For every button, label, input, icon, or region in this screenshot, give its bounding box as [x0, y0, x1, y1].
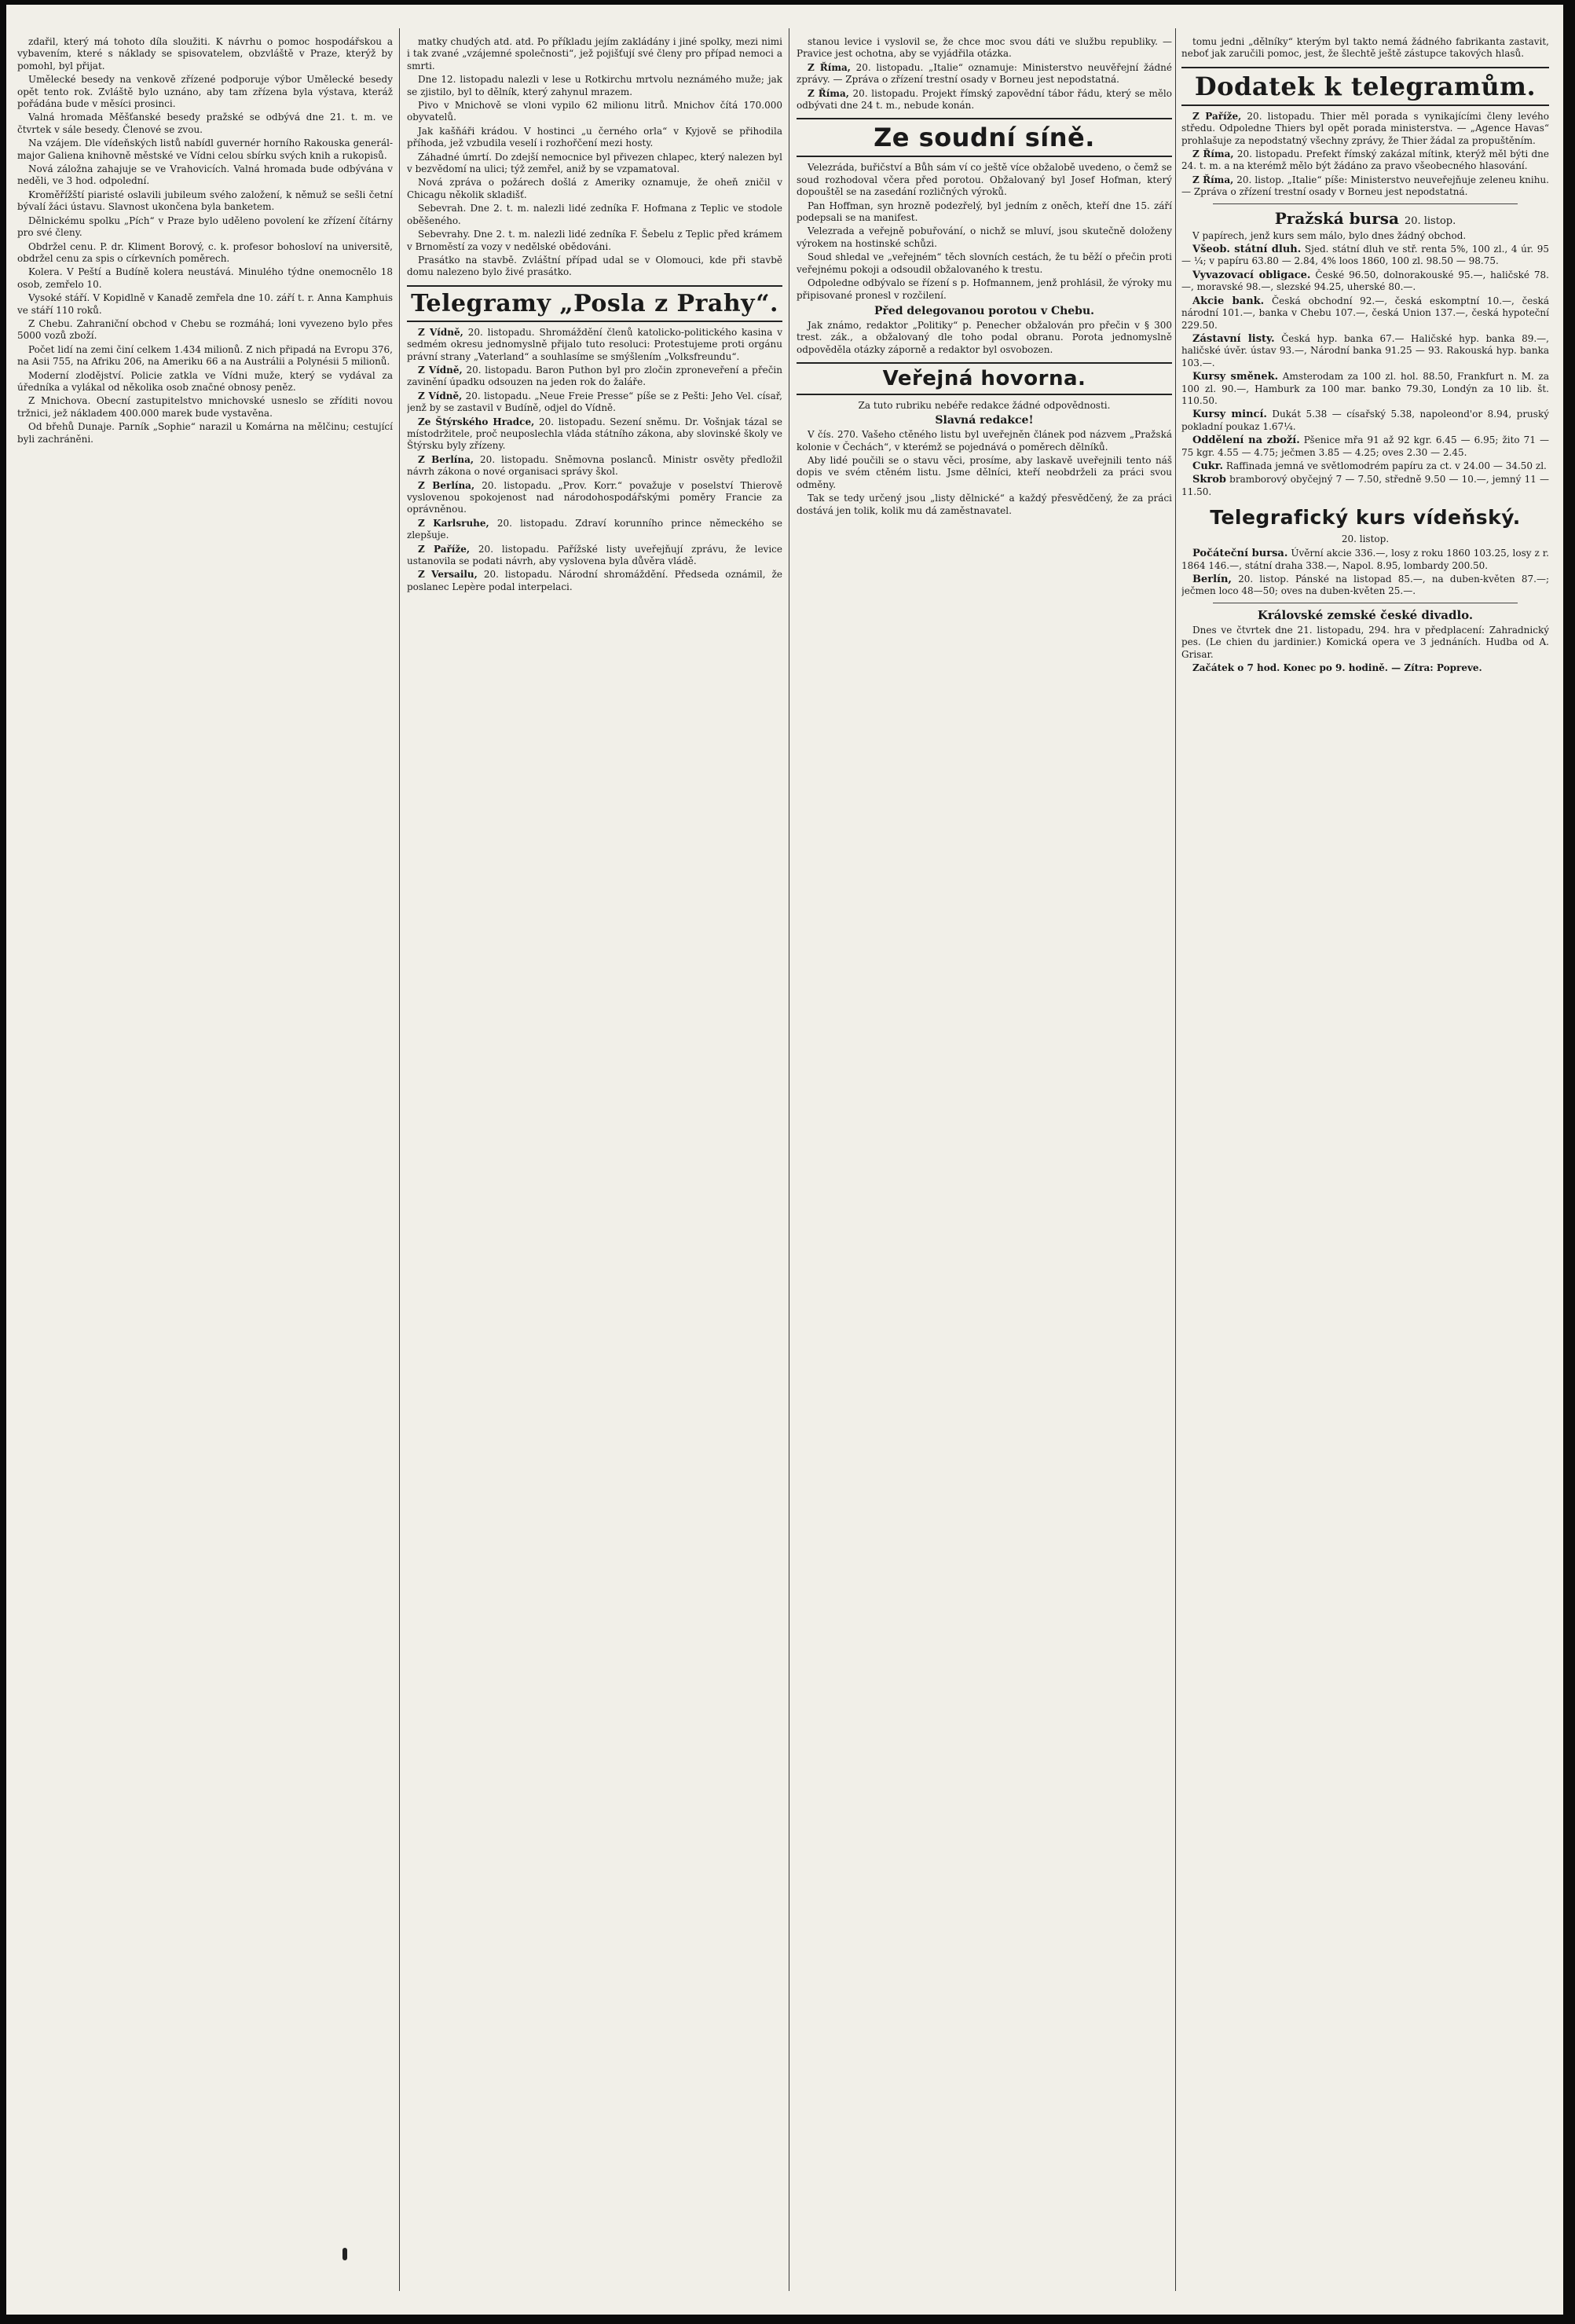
forum-paragraph: Aby lidé poučili se o stavu věci, prosíme, aby laskavě uveřejnili tento náš dopis ve svém ctěném listu. Jsme dělníci, kteří neobdrželi za práci svou odměny.	[797, 454, 1172, 490]
telegram-text: 20. listopadu. „Prov. Korr.“ považuje v poselství Thierově vyslovenou spokojenost nad národohospodářskými poměry Francie za oprávněnou.	[407, 479, 782, 515]
telegram-item	[1181, 111, 1549, 147]
news-paragraph: Kroměřížští piaristé oslavili jubileum svého založení, k němuž se sešli četní bývalí žáci ústavu. Slavnost ukončena byla banketem.	[17, 189, 393, 213]
telegram-item	[407, 480, 782, 516]
court-paragraph: Pan Hoffman, syn hrozně podezřelý, byl jedním z oněch, kteří dne 15. září podepsali se na manifest.	[797, 200, 1172, 224]
news-paragraph: Kolera. V Peští a Budíně kolera neustává. Minulého týdne onemocnělo 18 osob, zemřelo 10.	[17, 266, 393, 290]
vienna-item-text: 20. listop. Pánské na listopad 85.—, na duben-květen 87.—; ječmen loco 48—50; oves na duben-květen 25.—.	[1181, 574, 1549, 597]
column-1	[17, 36, 393, 2283]
news-paragraph: Dělnickému spolku „Pích“ v Praze bylo uděleno povolení ke zřízení čítárny pro své členy.	[17, 214, 393, 239]
telegram-place: Z Berlína,	[418, 479, 475, 491]
burse-section-text: České 96.50, dolnorakouské 95.—, haličské 78.—, moravské 98.—, slezské 94.25, uherské 80.—.	[1181, 269, 1549, 293]
theatre-footer: Začátek o 7 hod. Konec po 9. hodině. — Zítra: Popreve.	[1192, 662, 1482, 674]
burse-section-title: Kursy směnek.	[1192, 371, 1279, 383]
news-paragraph: Valná hromada Měšťanské besedy pražské se odbývá dne 21. t. m. ve čtvrtek v sále besedy. Členové se zvou.	[17, 112, 393, 135]
burse-section	[1181, 409, 1549, 433]
theatre-text: Dnes ve čtvrtek dne 21. listopadu, 294. hra v předplacení: Zahradnický pes. (Le chien du jardinier.) Komická opera ve 3 jednáních. Hudba od A. Grisar.	[1181, 624, 1549, 660]
court-paragraph: Velezráda, buřičství a Bůh sám ví co ještě více obžalobě uvedeno, o čemž se soud rozhodoval včera před porotou. Obžalovaný byl Josef Hofman, který dopouštěl se na zasedání rozličných výroků.	[797, 162, 1172, 198]
newspaper-page	[6, 5, 1563, 2315]
telegram-item	[407, 544, 782, 568]
burse-section	[1181, 474, 1549, 498]
telegram-text: 20. listopadu. Thier měl porada s vynikajícími členy levého středu. Odpoledne Thiers byl opět porada ministerstva. — „Agence Havas“ prohlašuje za nepodstatný všechny zprávy, že Thier žádal za propuštěním.	[1181, 110, 1549, 146]
news-paragraph: Z Chebu. Zahraniční obchod v Chebu se rozmáhá; loni vyvezeno bylo přes 5000 vozů zboží.	[17, 317, 393, 342]
burse-section	[1181, 333, 1549, 369]
telegram-text: 20. listopadu. Zdraví korunního prince německého se zlepšuje.	[407, 517, 782, 541]
telegram-item	[407, 454, 782, 478]
telegram-text: 20. listopadu. Pařížské listy uveřejňují zprávu, že levice ustanovila se podati návrh, aby vyslovena byla důvěra vládě.	[407, 543, 782, 567]
telegram-place: Z Paříže,	[418, 543, 471, 555]
burse-header	[1181, 209, 1549, 228]
burse-section	[1181, 295, 1549, 332]
news-paragraph: Obdržel cenu. P. dr. Kliment Borový, c. k. profesor bohosloví na universitě, obdržel cenu za spis o církevních poměrech.	[17, 240, 393, 264]
vienna-item	[1181, 574, 1549, 598]
news-paragraph: Záhadné úmrtí. Do zdejší nemocnice byl přivezen chlapec, který nalezen byl v bezvědomí na ulici; týž zemřel, aniž by se vzpamatoval.	[407, 151, 782, 175]
telegram-text: 20. listopadu. Sněmovna poslanců. Ministr osvěty předložil návrh zákona o nové organisaci správy škol.	[407, 453, 782, 478]
telegram-text: 20. listopadu. Shromáždění členů katolicko-politického kasina v sedmém okresu jednomyslně přijalo tuto resoluci: Protestujeme proti orgánu právní strany „Vaterland“ a souhlasíme se smýšlením „Volksfreundu“.	[407, 326, 782, 362]
burse-section-text: Dukát 5.38 — císařský 5.38, napoleond'or 8.94, pruský pokladní poukaz 1.67¼.	[1181, 409, 1549, 432]
burse-section	[1181, 371, 1549, 407]
column-rule	[1175, 28, 1176, 2291]
news-paragraph: Nová zpráva o požárech došlá z Ameriky oznamuje, že oheň zničil v Chicagu několik skladišť.	[407, 177, 782, 200]
column-3	[797, 36, 1172, 2283]
burse-section-text: Česká hyp. banka 67.— Haličské hyp. banka 89.—, haličské úvěr. ústav 93.—, Národní banka 91.25 — 93. Rakouská hyp. banka 103.—.	[1181, 332, 1549, 368]
forum-disclaimer: Za tuto rubriku nebéře redakce žádné odpovědnosti.	[858, 400, 1111, 412]
news-paragraph: tomu jedni „dělníky“ kterým byl takto nemá žádného fabrikanta zastavit, neboť jak zaručili pomoc, jest, že šlechtě ještě zástupce takových hlasů.	[1181, 36, 1549, 60]
telegram-text: 20. listopadu. Sezení sněmu. Dr. Vošnjak tázal se místodržitele, proč neuposlechla vláda státního zákona, aby slovinské školy ve Štýrsku byly zřízeny.	[407, 416, 782, 452]
news-paragraph: Jak kašňáři krádou. V hostinci „u černého orla“ v Kyjově se přihodila příhoda, jež vzbudila veselí i rozhořčení mezi hosty.	[407, 125, 782, 149]
burse-section-title: Všeob. státní dluh.	[1192, 244, 1302, 256]
telegram-text: 20. listopadu. Projekt římský zapovědní tábor řádu, který se mělo odbývati dne 24 t. m., nebude konán.	[797, 87, 1172, 112]
burse-section	[1181, 434, 1549, 459]
telegram-item	[407, 390, 782, 415]
telegram-place: Z Berlína,	[418, 453, 474, 465]
forum-salutation: Slavná redakce!	[935, 414, 1034, 427]
telegram-place: Z Karlsruhe,	[418, 517, 489, 529]
burse-section-title: Zástavní listy.	[1192, 332, 1275, 345]
telegram-place: Z Vídně,	[418, 364, 463, 376]
burse-section-text: bramborový obyčejný 7 — 7.50, středně 9.50 — 10.—, jemný 11 — 11.50.	[1181, 474, 1549, 497]
news-paragraph: Vysoké stáří. V Kopidlně v Kanadě zemřela dne 10. září t. r. Anna Kamphuis ve stáří 110 roků.	[17, 292, 393, 316]
ink-mark	[342, 2248, 347, 2260]
cheb-court-header: Před delegovanou porotou v Chebu.	[874, 304, 1095, 317]
telegram-text: 20. listopadu. „Italie“ oznamuje: Ministerstvo neuvěřejní žádné zprávy. — Zpráva o zřízení trestní osady v Borneu jest nepodstatná.	[797, 61, 1172, 86]
burse-section-text: Raffinada jemná ve světlomodrém papíru za ct. v 24.00 — 34.50 zl.	[1225, 460, 1547, 471]
burse-section-text: Amsterodam za 100 zl. hol. 88.50, Frankfurt n. M. za 100 zl. 90.—, Hamburk za 100 mar. banko 79.30, Londýn za 10 lib. št. 110.50.	[1181, 371, 1549, 406]
telegram-item	[797, 62, 1172, 86]
telegram-item	[1181, 148, 1549, 173]
column-4	[1181, 36, 1549, 2283]
news-paragraph: Z Mnichova. Obecní zastupitelstvo mnichovské usneslo se zříditi novou tržnici, jež nákladem 400.000 marek bude vystavěna.	[17, 395, 393, 419]
burse-section-title: Cukr.	[1192, 460, 1223, 472]
burse-section-title: Akcie bank.	[1192, 295, 1265, 307]
column-2	[407, 36, 782, 2283]
column-rule	[399, 28, 400, 2291]
court-paragraph: Jak známo, redaktor „Politiky“ p. Penecher obžalován pro přečin v § 300 trest. zák., a obžalovaný dle toho podal obranu. Porota jednomyslně odpověděla otázky záporně a redaktor byl osvobozen.	[797, 319, 1172, 355]
vienna-date: 20. listop.	[1341, 533, 1390, 545]
burse-section-text: Pšenice mřa 91 až 92 kgr. 6.45 — 6.95; žito 71 — 75 kgr. 4.55 — 4.75; ječmen 3.85 — 4.25; oves 2.30 — 2.45.	[1181, 434, 1549, 458]
vienna-item	[1181, 548, 1549, 572]
telegrams-header: Telegramy „Posla z Prahy“.	[407, 285, 782, 322]
news-paragraph: Pivo v Mnichově se vloni vypilo 62 milionu litrů. Mnichov čítá 170.000 obyvatelů.	[407, 100, 782, 123]
court-paragraph: Soud shledal ve „veřejném“ těch slovních cestách, že tu běží o přečin proti veřejnému pokoji a odsoudil obžalovaného k trestu.	[797, 251, 1172, 275]
burse-section-title: Vyvazovací obligace.	[1192, 269, 1311, 281]
news-paragraph: Dne 12. listopadu nalezli v lese u Rotkirchu mrtvolu neznámého muže; jak se zjistilo, byl to dělník, který zahynul mrazem.	[407, 74, 782, 97]
telegram-place: Z Říma,	[808, 87, 849, 99]
forum-header: Veřejná hovorna.	[797, 362, 1172, 395]
burse-title: Pražská bursa	[1274, 208, 1399, 228]
telegram-text: 20. listopadu. Národní shromáždění. Předseda oznámil, že poslanec Lepère podal interpelaci.	[407, 569, 782, 592]
news-paragraph: Nová záložna zahajuje se ve Vrahovicích. Valná hromada bude odbývána v neděli, ve 3 hod. odpolední.	[17, 163, 393, 187]
forum-paragraph: V čís. 270. Vašeho ctěného listu byl uveřejněn článek pod názvem „Pražská kolonie v Čechách“, v kterémž se pojednává o poměrech dělníků.	[797, 429, 1172, 453]
telegram-text: 20. listopadu. Baron Puthon byl pro zločin zproneveření a přečin zavinění úpadku odsouzen na jeden rok do žaláře.	[407, 364, 782, 388]
news-paragraph: matky chudých atd. atd. Po příkladu jejím zakládány i jiné spolky, mezi nimi i tak zvané „vzájemné společnosti“, jež pojišťují své členy pro případ nemoci a smrti.	[407, 36, 782, 71]
news-paragraph: stanou levice i vyslovil se, že chce moc svou dáti ve službu republiky. — Pravice jest ochotna, aby se vyjádřila otázka.	[797, 36, 1172, 60]
telegram-text: 20. listopadu. „Neue Freie Presse“ píše se z Pešti: Jeho Vel. císař, jenž by se zastavil v Budíně, odjel do Vídně.	[407, 390, 782, 414]
vienna-item-title: Počáteční bursa.	[1192, 548, 1288, 560]
news-paragraph: zdařil, který má tohoto díla sloužiti. K návrhu o pomoc hospodářskou a vybavením, které s náklady se spisovatelem, obzvláště v Praze, kterýž by pomohl, byl přijat.	[17, 36, 393, 71]
telegram-item	[407, 365, 782, 389]
dodatek-header: Dodatek k telegramům.	[1181, 67, 1549, 106]
forum-paragraph: Tak se tedy určený jsou „listy dělnické“ a každý přesvědčený, že za práci dostává jen tolik, kolik mu dá zaměstnavatel.	[797, 493, 1172, 516]
telegram-item	[407, 327, 782, 363]
theatre-header: Královské zemské české divadlo.	[1257, 607, 1474, 622]
telegram-item	[407, 569, 782, 593]
vienna-header: Telegrafický kurs vídeňský.	[1210, 506, 1521, 530]
divider	[1213, 203, 1518, 204]
burse-section	[1181, 269, 1549, 294]
court-header: Ze soudní síně.	[797, 118, 1172, 157]
telegram-place: Z Versailu,	[418, 569, 478, 581]
news-paragraph: Prasátko na stavbě. Zvláštní případ udal se v Olomouci, kde při stavbě domu nalezeno bylo živé prasátko.	[407, 254, 782, 278]
burse-section-text: Sjed. státní dluh ve stř. renta 5%, 100 zl., 4 úr. 95 — ¼; v papíru 63.80 — 2.84, 4% loos 1860, 100 zl. 98.50 — 98.75.	[1181, 244, 1549, 267]
news-paragraph: Počet lidí na zemi činí celkem 1.434 milionů. Z nich připadá na Evropu 376, na Asii 755, na Afriku 206, na Ameriku 66 a na Austrálii a Polynésii 5 milionů.	[17, 343, 393, 368]
burse-section-title: Oddělení na zboží.	[1192, 434, 1300, 447]
telegram-place: Z Říma,	[1192, 174, 1234, 185]
news-paragraph: Na vzájem. Dle vídeňských listů nabídl guvernér horního Rakouska generál-major Galiena knihovně městské ve Vídni celou sbírku svých knih a rukopisů.	[17, 137, 393, 161]
telegram-place: Z Vídně,	[418, 326, 463, 338]
vienna-item-title: Berlín,	[1192, 574, 1232, 585]
burse-section-title: Skrob	[1192, 474, 1227, 486]
telegram-item	[797, 88, 1172, 112]
court-paragraph: Velezrada a veřejně pobuřování, o nichž se mluví, jsou skutečně doloženy výrokem na hostinské schůzi.	[797, 225, 1172, 249]
telegram-place: Z Paříže,	[1192, 110, 1242, 122]
news-paragraph: Umělecké besedy na venkově zřízené podporuje výbor Umělecké besedy opět tento rok. Zvláště bylo uznáno, aby tam zřízena byla výstava, kteráž pořádána bude v měsíci prosinci.	[17, 74, 393, 110]
telegram-place: Z Říma,	[1192, 148, 1234, 160]
vienna-item-text: Úvěrní akcie 336.—, losy z roku 1860 103.25, losy z r. 1864 146.—, státní draha 338.—, Napol. 8.95, lombardy 200.50.	[1181, 548, 1549, 571]
telegram-text: 20. listopadu. Prefekt římský zakázal mítink, kterýž měl býti dne 24. t. m. a na kterémž mělo být žádáno za pravo všeobecného hlasování.	[1181, 148, 1549, 172]
news-paragraph: Sebevrahy. Dne 2. t. m. nalezli lidé zedníka F. Šebelu z Teplic před krámem v Brnoměstí za vozy v nedělské obědováni.	[407, 229, 782, 252]
telegram-place: Z Vídně,	[418, 390, 463, 401]
news-paragraph: Od břehů Dunaje. Parník „Sophie“ narazil u Komárna na mělčinu; cestující byli zachráněni.	[17, 421, 393, 445]
burse-intro: V papírech, jenž kurs sem málo, bylo dnes žádný obchod.	[1192, 229, 1467, 241]
telegram-item	[407, 416, 782, 453]
court-paragraph: Odpoledne odbývalo se řízení s p. Hofmannem, jenž prohlásil, že výroky mu připisované pronesl v rozčilení.	[797, 277, 1172, 301]
telegram-item	[1181, 174, 1549, 199]
burse-section	[1181, 460, 1549, 472]
telegram-place: Ze Štýrského Hradce,	[418, 416, 535, 427]
news-paragraph: Moderní zlodějství. Policie zatkla ve Vídni muže, který se vydával za úředníka a vylákal od několika osob značné obnosy peněz.	[17, 369, 393, 393]
telegram-item	[407, 518, 782, 542]
burse-section-title: Kursy mincí.	[1192, 409, 1267, 421]
burse-date: 20. listop.	[1404, 214, 1456, 227]
telegram-place: Z Říma,	[808, 61, 851, 73]
telegram-text: 20. listop. „Italie“ píše: Ministerstvo neuveřejňuje zeleneu knihu. — Zpráva o zřízení trestní osady v Borneu jest nepodstatná.	[1181, 174, 1549, 198]
burse-section-text: Česká obchodní 92.—, česká eskomptní 10.—, česká národní 101.—, banka v Chebu 107.—, česká Union 137.—, česká hypoteční 229.50.	[1181, 295, 1549, 331]
burse-section	[1181, 244, 1549, 268]
news-paragraph: Sebevrah. Dne 2. t. m. nalezli lidé zedníka F. Hofmana z Teplic ve stodole oběšeného.	[407, 203, 782, 226]
